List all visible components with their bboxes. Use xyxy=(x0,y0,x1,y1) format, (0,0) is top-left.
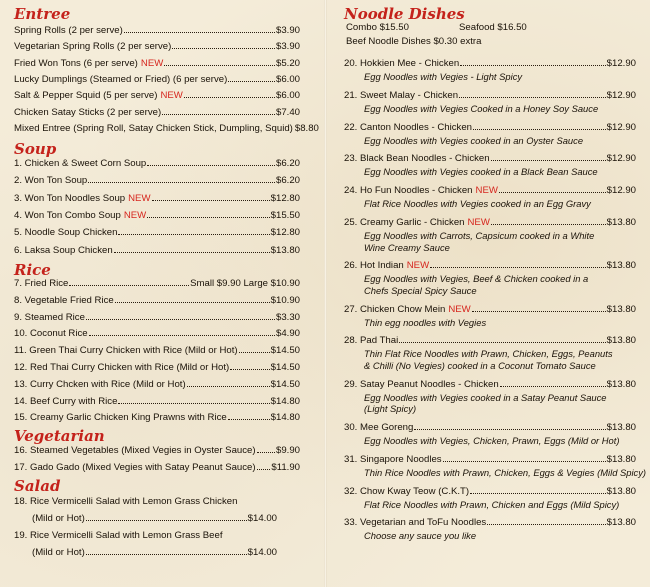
menu-item-name: (Mild or Hot) xyxy=(32,547,85,558)
leader-dots xyxy=(491,160,606,161)
menu-item-name: (Mild or Hot) xyxy=(32,513,85,524)
menu-item-description: Egg Noodles with Vegies Cooked in a Honey Soy Sauce xyxy=(364,102,599,114)
leader-dots xyxy=(114,252,270,253)
menu-item-description: Egg Noodles with Vegies cooked in a Black Bean Sauce xyxy=(364,166,598,178)
menu-item-price: $14.80 xyxy=(270,395,300,407)
menu-item-name: 25. Creamy Garlic - Chicken xyxy=(344,217,465,228)
new-badge: NEW xyxy=(475,185,498,197)
menu-item-name: 26. Hot Indian xyxy=(344,260,404,272)
soup-heading: Soup xyxy=(14,140,57,158)
menu-item xyxy=(14,462,300,474)
menu-item-description: Thin egg noodles with Vegies xyxy=(364,316,487,328)
menu-item-price: $8.80 xyxy=(294,122,319,134)
menu-item-description: Egg Noodles with Carrots, Capsicum cooked in a White xyxy=(364,230,595,241)
menu-item-price: $13.80 xyxy=(270,244,300,256)
menu-item-name: 30. Mee Goreng xyxy=(344,422,414,433)
menu-item xyxy=(14,175,300,187)
rice-heading: Rice xyxy=(14,261,51,279)
menu-item-description: Egg Noodles with Vegies, Chicken, Prawn, Eggs (Mild or Hot) xyxy=(364,435,620,446)
menu-item-name: 6. Laksa Soup Chicken xyxy=(14,244,113,256)
menu-item-price: $7.40 xyxy=(275,106,300,118)
menu-item-name: 33. Vegetarian and ToFu Noodles xyxy=(344,517,487,529)
leader-dots xyxy=(88,182,275,183)
menu-item xyxy=(14,362,300,374)
menu-item-description: Thin Flat Rice Noodles with Prawn, Chicken, Eggs, Peanuts xyxy=(364,348,613,360)
leader-dots xyxy=(491,224,606,225)
menu-item-price: $11.90 xyxy=(271,462,300,474)
leader-dots xyxy=(230,369,269,370)
menu-item-name: 24. Ho Fun Noodles - Chicken xyxy=(344,185,473,197)
menu-item xyxy=(344,90,636,102)
menu-item-price: $13.80 xyxy=(606,303,636,315)
menu-item-description: Chefs Special Spicy Sauce xyxy=(364,284,477,296)
menu-item xyxy=(344,122,636,134)
leader-dots xyxy=(228,81,275,82)
menu-item-description: Egg Noodles with Vegies cooked in a Satay Peanut Sauce xyxy=(364,391,607,403)
menu-item xyxy=(32,547,277,559)
combo-price: Combo $15.50 xyxy=(346,22,409,33)
menu-item xyxy=(14,107,300,119)
menu-item-price: $6.20 xyxy=(275,158,300,169)
menu-item xyxy=(14,74,300,86)
leader-dots xyxy=(152,200,270,201)
leader-dots xyxy=(187,386,270,387)
leader-dots xyxy=(147,165,275,166)
menu-item-price: $14.50 xyxy=(270,345,300,357)
noodle-dishes-heading: Noodle Dishes xyxy=(344,5,465,23)
new-badge: NEW xyxy=(140,57,164,69)
menu-item-price: $12.90 xyxy=(606,185,636,197)
menu-item-price: $14.80 xyxy=(270,412,300,424)
menu-item-price: $9.90 xyxy=(275,445,300,456)
menu-item-price: $12.80 xyxy=(270,192,300,204)
menu-item-description: & Chilli (No Vegies) cooked in a Coconut Tomato Sauce xyxy=(364,359,596,371)
vegetarian-heading: Vegetarian xyxy=(14,427,105,445)
menu-item-description: (Light Spicy) xyxy=(364,403,417,415)
menu-item-name: 32. Chow Kway Teow (C.K.T) xyxy=(344,485,470,497)
leader-dots xyxy=(473,129,606,130)
leader-dots xyxy=(118,403,269,404)
menu-item xyxy=(14,210,300,222)
leader-dots xyxy=(118,234,269,235)
menu-item xyxy=(14,345,300,357)
menu-item xyxy=(14,328,300,340)
menu-item-name: 27. Chicken Chow Mein xyxy=(344,303,446,315)
new-badge: NEW xyxy=(128,192,151,204)
menu-item-price: Small $9.90 Large $10.90 xyxy=(190,278,300,289)
leader-dots xyxy=(257,469,271,470)
leader-dots xyxy=(257,452,275,453)
menu-item-price: $10.90 xyxy=(270,294,300,306)
menu-item xyxy=(344,304,636,316)
leader-dots xyxy=(414,429,605,430)
menu-item-description: Flat Rice Noodles with Prawn, Chicken and Eggs (Mild Spicy) xyxy=(364,498,620,510)
menu-item-description: Thin Rice Noodles with Prawn, Chicken, Eggs & Vegies (Mild Spicy) xyxy=(364,466,647,478)
menu-item-price: $13.80 xyxy=(606,378,636,390)
leader-dots xyxy=(459,97,606,98)
menu-item-name: 29. Satay Peanut Noodles - Chicken xyxy=(344,378,499,390)
leader-dots xyxy=(164,65,275,66)
menu-item-name: 22. Canton Noodles - Chicken xyxy=(344,121,472,133)
new-badge: NEW xyxy=(123,209,147,221)
menu-item-price: $3.90 xyxy=(275,41,300,53)
menu-item-price: $13.80 xyxy=(606,217,636,228)
menu-item xyxy=(14,295,300,307)
new-badge: NEW xyxy=(467,217,490,228)
menu-item xyxy=(14,41,300,53)
menu-item-name: 21. Sweet Malay - Chicken xyxy=(344,89,459,101)
leader-dots xyxy=(162,114,275,115)
menu-item xyxy=(344,422,636,434)
menu-item-price: $12.90 xyxy=(606,121,636,133)
menu-item-description: Flat Rice Noodles with Vegies cooked in an Egg Gravy xyxy=(364,198,591,210)
menu-item xyxy=(14,379,300,391)
menu-item xyxy=(344,260,636,272)
menu-item-description: Egg Noodles with Vegies cooked in an Oyster Sauce xyxy=(364,134,584,146)
menu-item xyxy=(344,517,636,529)
menu-item xyxy=(344,486,636,498)
menu-item-name: 2. Won Ton Soup xyxy=(14,175,88,187)
menu-item-price: $13.80 xyxy=(606,260,636,272)
leader-dots xyxy=(460,65,605,66)
entree-heading: Entree xyxy=(14,5,71,23)
menu-item-name: 10. Coconut Rice xyxy=(14,328,88,340)
menu-item-name: Fried Won Tons (6 per serve) xyxy=(14,57,138,69)
menu-item-name: 18. Rice Vermicelli Salad with Lemon Grass Chicken xyxy=(14,496,238,507)
menu-item xyxy=(14,158,300,170)
leader-dots xyxy=(500,386,606,387)
menu-item-price: $3.90 xyxy=(275,25,300,36)
salad-heading: Salad xyxy=(14,477,61,495)
menu-item-name: 19. Rice Vermicelli Salad with Lemon Grass Beef xyxy=(14,530,223,541)
menu-item-price: $6.00 xyxy=(275,73,300,85)
menu-item-price: $13.80 xyxy=(606,485,636,497)
menu-item-price: $14.50 xyxy=(270,378,300,390)
menu-item xyxy=(32,513,277,525)
leader-dots xyxy=(443,461,606,462)
leader-dots xyxy=(86,319,275,320)
menu-item-description: Egg Noodles with Vegies, Beef & Chicken cooked in a xyxy=(364,273,589,285)
leader-dots xyxy=(499,192,606,193)
menu-item xyxy=(344,379,636,391)
menu-item-description: Wine Creamy Sauce xyxy=(364,241,450,253)
menu-item-name: 23. Black Bean Noodles - Chicken xyxy=(344,153,490,165)
menu-item-price: $12.90 xyxy=(606,153,636,165)
page-fold xyxy=(324,0,327,587)
leader-dots xyxy=(228,419,270,420)
beef-extra-note: Beef Noodle Dishes $0.30 extra xyxy=(346,36,482,47)
menu-item xyxy=(14,193,300,205)
menu-item-name: Chicken Satay Sticks (2 per serve) xyxy=(14,106,162,118)
menu-item-price: $12.80 xyxy=(270,227,300,239)
menu-item-price: $13.80 xyxy=(606,517,636,529)
menu-item-name: Spring Rolls (2 per serve) xyxy=(14,25,123,36)
menu-item-name: Salt & Pepper Squid (5 per serve) xyxy=(14,90,158,102)
leader-dots xyxy=(124,32,275,33)
leader-dots xyxy=(86,520,247,521)
menu-item-description: Egg Noodles with Vegies - Light Spicy xyxy=(364,71,523,82)
menu-item-price: $13.80 xyxy=(606,422,636,433)
menu-item-price: $3.30 xyxy=(275,311,300,323)
menu-item-name: 20. Hokkien Mee - Chicken xyxy=(344,58,460,69)
leader-dots xyxy=(399,342,605,343)
menu-item-price: $14.00 xyxy=(247,513,277,524)
menu-item xyxy=(14,445,300,457)
menu-item-price: $14.00 xyxy=(247,547,277,558)
menu-item-name: 17. Gado Gado (Mixed Vegies with Satay Peanut Sauce) xyxy=(14,462,256,474)
menu-item-name: 3. Won Ton Noodles Soup xyxy=(14,192,126,204)
menu-item-price: $13.80 xyxy=(606,453,636,465)
menu-item-name: Vegetarian Spring Rolls (2 per serve) xyxy=(14,41,172,53)
menu-item xyxy=(14,90,300,102)
menu-item-price: $13.80 xyxy=(606,335,636,347)
menu-item xyxy=(14,227,300,239)
menu-item xyxy=(14,278,300,290)
menu-item-name: Mixed Entree (Spring Roll, Satay Chicken Stick, Dumpling, Squid) xyxy=(14,122,293,134)
seafood-price: Seafood $16.50 xyxy=(459,22,527,33)
menu-item-name: 4. Won Ton Combo Soup xyxy=(14,209,121,221)
menu-item xyxy=(344,335,636,347)
menu-item xyxy=(14,25,300,37)
menu-item-price: $5.20 xyxy=(275,57,300,69)
menu-item-name: 7. Fried Rice xyxy=(14,278,69,289)
menu-item-name: 28. Pad Thai xyxy=(344,335,399,347)
menu-item xyxy=(14,58,300,70)
leader-dots xyxy=(487,524,605,525)
menu-item-name: 9. Steamed Rice xyxy=(14,311,85,323)
leader-dots xyxy=(172,48,275,49)
menu-item xyxy=(344,58,636,70)
menu-item xyxy=(344,153,636,165)
menu-item xyxy=(344,454,636,466)
leader-dots xyxy=(89,335,275,336)
menu-item-price: $6.20 xyxy=(275,175,300,187)
menu-item-name: Lucky Dumplings (Steamed or Fried) (6 per serve) xyxy=(14,73,228,85)
menu-item-name: 15. Creamy Garlic Chicken King Prawns with Rice xyxy=(14,412,227,424)
menu-item-price: $4.90 xyxy=(275,328,300,340)
leader-dots xyxy=(184,97,275,98)
menu-item xyxy=(14,412,300,424)
menu-item-name: 8. Vegetable Fried Rice xyxy=(14,294,114,306)
menu-item-name: 16. Steamed Vegetables (Mixed Vegies in Oyster Sauce) xyxy=(14,445,256,456)
menu-item-description: Choose any sauce you like xyxy=(364,530,477,542)
menu-item xyxy=(344,185,636,197)
menu-item xyxy=(14,245,300,257)
menu-item xyxy=(14,122,319,135)
new-badge: NEW xyxy=(160,90,183,102)
menu-item-price: $12.90 xyxy=(606,89,636,101)
menu-item-name: 14. Beef Curry with Rice xyxy=(14,395,118,407)
menu-item-name: 11. Green Thai Curry Chicken with Rice (Mild or Hot) xyxy=(14,345,238,357)
menu-item-price: $12.90 xyxy=(606,58,636,69)
leader-dots xyxy=(86,554,247,555)
menu-item-name: 13. Curry Chcken with Rice (Mild or Hot) xyxy=(14,378,186,390)
leader-dots xyxy=(470,493,606,494)
menu-item-price: $15.50 xyxy=(270,209,300,221)
menu-item-name: 1. Chicken & Sweet Corn Soup xyxy=(14,158,147,169)
menu-item xyxy=(14,312,300,324)
leader-dots xyxy=(147,217,269,218)
leader-dots xyxy=(115,302,270,303)
menu-item-price: $6.00 xyxy=(275,90,300,102)
new-badge: NEW xyxy=(406,260,430,272)
leader-dots xyxy=(239,352,270,353)
new-badge: NEW xyxy=(448,303,471,315)
menu-item-name: 31. Singapore Noodles xyxy=(344,453,442,465)
leader-dots xyxy=(430,267,606,268)
leader-dots xyxy=(472,311,606,312)
menu-item-name: 12. Red Thai Curry Chicken with Rice (Mild or Hot) xyxy=(14,362,230,373)
leader-dots xyxy=(69,285,189,286)
menu-item xyxy=(14,396,300,408)
menu-item xyxy=(344,217,636,229)
menu-item-price: $14.50 xyxy=(270,362,300,373)
menu-item-name: 5. Noodle Soup Chicken xyxy=(14,227,118,239)
